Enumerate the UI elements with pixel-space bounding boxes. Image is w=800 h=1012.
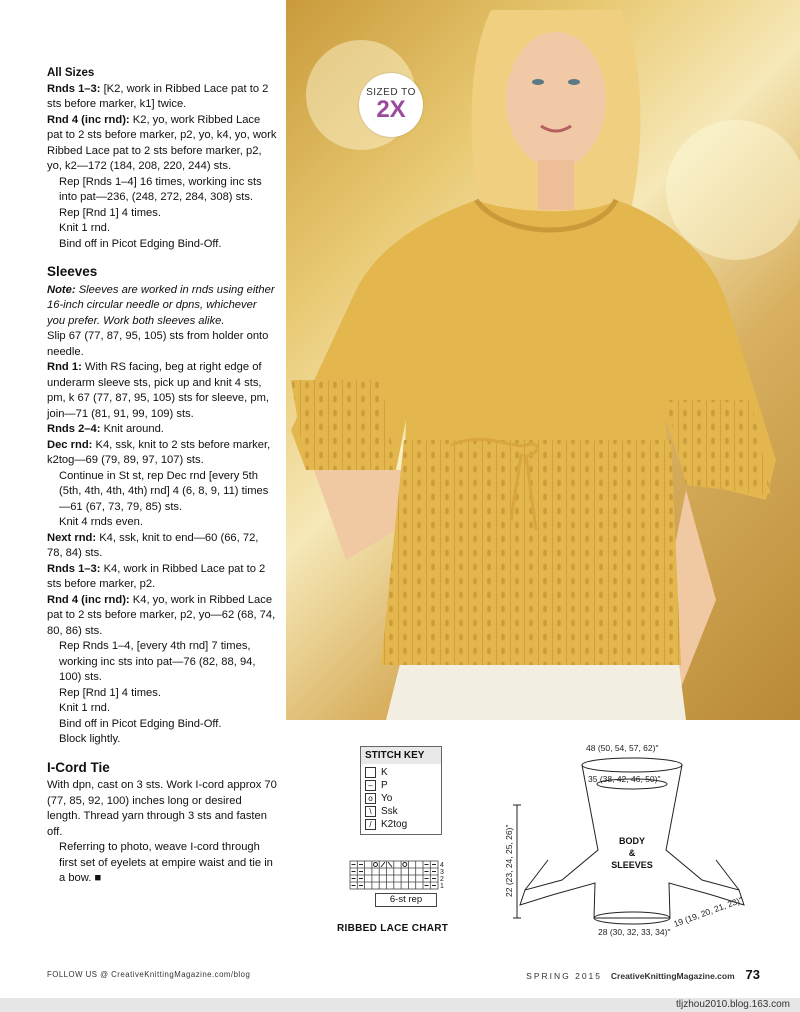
para-sleeve-bind-off: Bind off in Picot Edging Bind-Off. — [59, 717, 222, 730]
sweater-lace-skirt — [381, 440, 681, 665]
dim-neck: 35 (38, 42, 46, 50)" — [588, 774, 661, 784]
yo-symbol-icon: o — [365, 793, 376, 804]
stitch-key-item: o Yo — [365, 792, 437, 805]
stitch-key-item: / K2tog — [365, 818, 437, 831]
para-rep-every-4th: Rep Rnds 1–4, [every 4th rnd] 7 times, working inc sts into pat—76 (82, 88, 94, 100) sts. — [59, 640, 256, 683]
neck — [538, 160, 574, 210]
heading-all-sizes: All Sizes — [47, 67, 95, 79]
stitch-key-item: – P — [365, 779, 437, 792]
page-number: 73 — [745, 967, 760, 982]
instructions-column — [47, 66, 277, 887]
chart-row-label: 3 — [440, 869, 444, 876]
body-schematic — [500, 735, 780, 955]
para-slip: Slip 67 (77, 87, 95, 105) sts from holder onto needle. — [47, 330, 269, 358]
chart-row-label: 1 — [440, 883, 444, 890]
heading-icord: I-Cord Tie — [47, 759, 110, 775]
para-sleeve-rnd-1: Rnd 1: With RS facing, beg at right edge of underarm sleeve sts, pick up and knit 4 sts, pm, k 67 (77, 87, 95, 105) sts for sleeve, pm, join—71 (81, 91, 99, 109) sts. — [47, 361, 269, 420]
para-block: Block lightly. — [59, 733, 121, 745]
para-dec-rnd: Dec rnd: K4, ssk, knit to 2 sts before marker, k2tog—69 (79, 89, 97, 107) sts. — [47, 438, 271, 466]
heading-sleeves: Sleeves — [47, 264, 98, 279]
face — [506, 32, 606, 168]
para-sleeve-rnds-2-4: Rnds 2–4: Knit around. — [47, 423, 164, 435]
size-badge: SIZED TO 2X — [359, 73, 423, 137]
stitch-key — [360, 746, 442, 835]
para-knit-4: Knit 4 rnds even. — [59, 516, 143, 528]
k2tog-symbol-icon: / — [365, 819, 376, 830]
schematic-label-body: BODY — [618, 836, 646, 846]
sleeves-note: Note: Sleeves are worked in rnds using either 16-inch circular needle or dpns, whichever you prefer. Work both sleeves alike. — [47, 283, 275, 327]
para-continue: Continue in St st, rep Dec rnd [every 5th (5th, 4th, 4th, 4th) rnd] 4 (6, 8, 9, 11) times—61 (67, 73, 79, 85) sts. — [59, 469, 269, 513]
para-sleeve-rnd-4: Rnd 4 (inc rnd): K4, yo, work in Ribbed Lace pat to 2 sts before marker, p2, yo—62 (68, 74, 80, 86) sts. — [47, 593, 276, 637]
para-next-rnd: Next rnd: K4, ssk, knit to end—60 (66, 72, 78, 84) sts. — [47, 531, 259, 559]
chart-row-label: 2 — [440, 876, 444, 883]
para-icord: With dpn, cast on 3 sts. Work I-cord approx 70 (77, 85, 92, 100) inches long or desired length. Thread yarn through 3 sts and fasten off. — [47, 779, 277, 838]
purl-symbol-icon: – — [365, 780, 376, 791]
end-mark: ■ — [94, 872, 102, 884]
right-eye — [568, 79, 580, 85]
chart-row-label: 4 — [440, 862, 444, 869]
para-bind-off: Bind off in Picot Edging Bind-Off. — [59, 237, 222, 250]
para-weave: Referring to photo, weave I-cord through first set of eyelets at empire waist and tie in a bow. ■ — [59, 841, 273, 884]
neck-ellipse — [582, 758, 682, 772]
dim-height: 22 (23, 24, 25, 26)" — [504, 824, 514, 897]
para-sleeve-knit-1: Knit 1 rnd. — [59, 702, 110, 714]
para-rnds-1-3: Rnds 1–3: [K2, work in Ribbed Lace pat to 2 sts before marker, k1] twice. — [47, 82, 269, 110]
dim-bottom: 28 (30, 32, 33, 34)" — [598, 927, 671, 937]
stitch-key-item: K — [365, 766, 437, 779]
ribbed-lace-chart — [340, 858, 450, 894]
para-sleeve-rnds-1-3: Rnds 1–3: K4, work in Ribbed Lace pat to 2 sts before marker, p2. — [47, 562, 266, 590]
para-knit-1: Knit 1 rnd. — [59, 222, 110, 234]
para-sleeve-rep-rnd-1: Rep [Rnd 1] 4 times. — [59, 686, 161, 699]
knit-symbol-icon — [365, 767, 376, 778]
para-rnd-4: Rnd 4 (inc rnd): K2, yo, work Ribbed Lace pat to 2 sts before marker, p2, yo, k4, yo, work Ribbed Lace pat to 2 sts before marker, p2, yo, k2—172 (184, 208, 220, 244) sts. — [47, 113, 277, 172]
repeat-label: 6-st rep — [375, 893, 437, 907]
footer-right — [526, 967, 760, 982]
dim-top: 48 (50, 54, 57, 62)" — [586, 743, 659, 753]
left-arm — [314, 470, 406, 560]
left-eye — [532, 79, 544, 85]
watermark: tljzhou2010.blog.163.com — [676, 999, 790, 1010]
footer-season: SPRING 2015 — [526, 971, 603, 981]
footer-site: CreativeKnittingMagazine.com — [610, 971, 735, 981]
para-rep-rnd-1: Rep [Rnd 1] 4 times. — [59, 206, 161, 219]
footer-follow: FOLLOW US @ CreativeKnittingMagazine.com/blog — [47, 970, 251, 979]
ssk-symbol-icon: \ — [365, 806, 376, 817]
para-rep-rnds: Rep [Rnds 1–4] 16 times, working inc sts into pat—236, (248, 272, 284, 308) sts. — [59, 175, 262, 203]
chart-title: RIBBED LACE CHART — [337, 923, 449, 934]
dim-sleeve: 19 (19, 20, 21, 23)" — [672, 894, 744, 929]
left-sleeve-lace — [291, 380, 396, 470]
schematic-label-amp: & — [628, 848, 636, 858]
stitch-key-title: STITCH KEY — [361, 747, 441, 764]
schematic-label-sleeves: SLEEVES — [611, 860, 653, 870]
stitch-key-item: \ Ssk — [365, 805, 437, 818]
